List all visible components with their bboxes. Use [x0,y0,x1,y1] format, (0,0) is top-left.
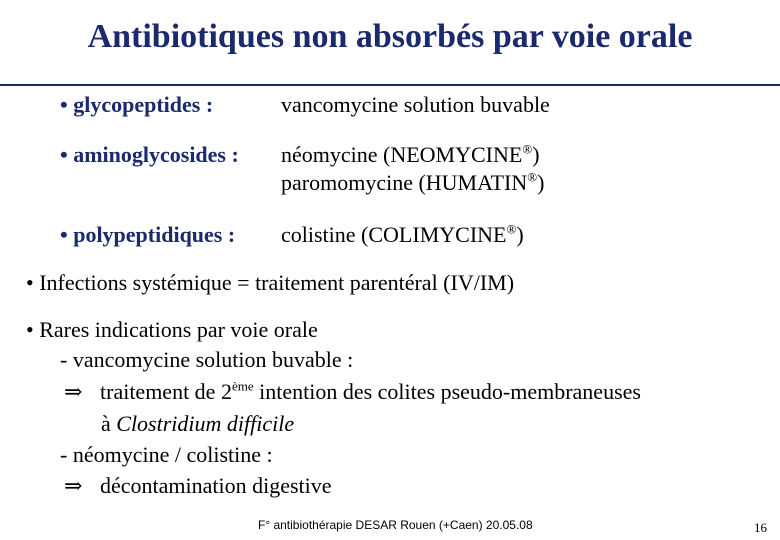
clostridium-prefix: à [101,411,117,436]
point-text: Rares indications par voie orale [39,317,318,342]
registered-mark: ® [506,221,517,237]
vancomycine-line: - vancomycine solution buvable : [60,347,354,372]
drug-name: néomycine (NEOMYCINE [281,142,523,167]
point-text: Infections systémique = traitement parentéral (IV/IM) [39,270,515,295]
footer-text: F° antibiothérapie DESAR Rouen (+Caen) 20.05.08 [258,518,533,532]
class-label: aminoglycosides : [73,142,239,167]
drug-vancomycine: vancomycine solution buvable [281,92,550,117]
page-number: 16 [754,520,767,535]
bullet: • [26,270,34,295]
implies-arrow-icon: ⇒ [64,473,83,498]
drug-paromomycine [281,170,544,196]
class-label: polypeptidiques : [73,222,236,247]
class-row-polypeptidiques [60,222,235,248]
drug-neomycine [281,142,540,168]
bullet: • [60,142,68,167]
treatment-line [64,379,641,405]
bullet: • [60,92,68,117]
treatment-prefix: traitement de 2 [100,379,232,404]
treatment-suffix: intention des colites pseudo-membraneuses [253,379,641,404]
class-row-glycopeptides [60,92,213,118]
implies-arrow-icon: ⇒ [64,379,83,404]
point-rares-heading [26,317,318,343]
ordinal-sup: ème [231,378,254,394]
drug-name: colistine (COLIMYCINE [281,222,507,247]
bullet: • [60,222,68,247]
class-label: glycopeptides : [73,92,214,117]
title-divider [0,84,780,86]
bullet: • [26,317,34,342]
registered-mark: ® [527,169,538,185]
clostridium-name: Clostridium difficile [116,411,295,436]
point-infections [26,270,514,296]
drug-name: paromomycine (HUMATIN [281,170,528,195]
close-paren: ) [532,142,540,167]
slide-title: Antibiotiques non absorbés par voie orale [87,18,693,55]
class-row-aminoglycosides [60,142,239,168]
drug-colistine [281,222,524,248]
registered-mark: ® [522,141,533,157]
decontamination-text: décontamination digestive [100,473,332,498]
clostridium-line [101,411,294,437]
decontamination-line [64,473,332,499]
close-paren: ) [516,222,524,247]
neomycine-colistine-line: - néomycine / colistine : [60,442,273,467]
close-paren: ) [537,170,545,195]
